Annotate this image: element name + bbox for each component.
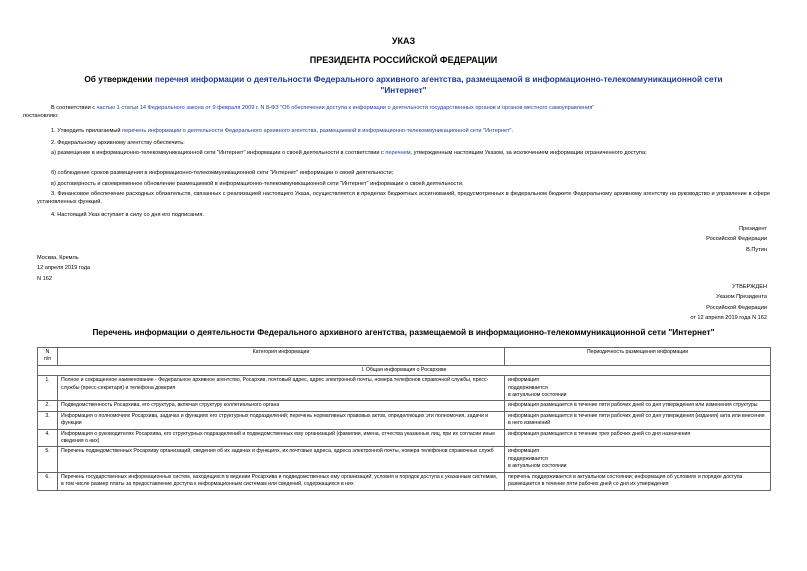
table-row: [38, 429, 771, 447]
row-period: информация поддерживается в актуальном состоянии: [505, 447, 771, 472]
header-num-2: п/п: [43, 356, 52, 363]
header-category: Категория информации: [58, 348, 505, 366]
section-row: [38, 365, 771, 375]
row-period: информация поддерживается в актуальном состоянии: [505, 376, 771, 401]
approval-line-2: Указом Президента: [716, 294, 767, 301]
p2a-suffix: , утвержденным настоящим Указом, за исключением информации ограниченного доступа;: [410, 150, 647, 156]
signature-line-3: В.Путин: [746, 246, 767, 253]
row-category: Подведомственность Росархива, его структура, включая структуру коллегиального органа: [58, 401, 505, 411]
row-num: 3.: [38, 411, 58, 429]
paragraph-2b: б) соблюдение сроков размещения в информационно-телекоммуникационной сети "Интернет" информации о своей деятельности;: [51, 170, 394, 176]
decree-subject: [40, 74, 767, 96]
place-number: N 162: [37, 275, 52, 282]
list-link[interactable]: перечень информации о деятельности Федерального архивного агентства, размещаемой в информационно-телекоммуникационной сети "Интернет": [122, 128, 512, 134]
place-date: 12 апреля 2019 года: [37, 265, 91, 272]
approval-block: [690, 283, 767, 323]
place-city: Москва, Кремль: [37, 255, 79, 261]
paragraph-2: 2. Федеральному архивному агентству обеспечить:: [51, 140, 185, 146]
basis-prefix: В соответствии с: [51, 105, 97, 111]
basis-suffix: постановляю:: [23, 113, 59, 120]
row-num: 5.: [38, 447, 58, 472]
table-header-row: [38, 348, 771, 366]
table-row: [38, 376, 771, 401]
paragraph-1: [37, 127, 770, 135]
row-period: информация размещается в течение пяти рабочих дней со дня утверждения (издания) акта или внесения в него изменений: [505, 411, 771, 429]
row-category: Информация о полномочиях Росархива, задачах и функциях его структурных подразделений; перечень нормативных правовых актов, определяющих эти полномочия, задачи и функции: [58, 411, 505, 429]
approval-line-4: от 12 апреля 2019 года N 162: [690, 315, 767, 322]
table-row: [38, 411, 771, 429]
row-period: перечень поддерживается в актуальном состоянии; информация об условиях и порядке доступа размещается в течение пяти рабочих дней со дня их утверждения: [505, 472, 771, 490]
row-num: 2.: [38, 401, 58, 411]
row-period: информация размещается в течение пяти рабочих дней со дня утверждения или изменения структуры: [505, 401, 771, 411]
paragraph-2a: [37, 149, 770, 157]
table-row: [38, 401, 771, 411]
section-title: I. Общая информация о Росархиве: [38, 365, 771, 375]
approval-line-1: УТВЕРЖДЕН: [732, 284, 767, 290]
list-title: Перечень информации о деятельности Федерального архивного агентства, размещаемой в информационно-телекоммуникационной сети "Интернет": [92, 327, 715, 337]
decree-issuer: ПРЕЗИДЕНТА РОССИЙСКОЙ ФЕДЕРАЦИИ: [309, 55, 498, 65]
table-row: [38, 447, 771, 472]
place-date-block: [37, 254, 90, 283]
law-link[interactable]: частью 1 статьи 14 Федерального закона от 9 февраля 2009 г. N 8-ФЗ "Об обеспечении доступа к информации о деятельности государственных органов и органов местного самоуправления": [96, 105, 595, 111]
row-category: Перечень государственных информационных систем, находящихся в ведении Росархива и подведомственных ему организаций; условия и порядок доступа к указанным системам, в том числе размер платы за предоставление доступа к информационным системам или сведений, содержащихся в них: [58, 472, 505, 490]
paragraph-3: 3. Финансовое обеспечение расходных обязательств, связанных с реализацией настоящего Указа, осуществляется в пределах бюджетных ассигнований, предусмотренных в федеральном бюджете Федеральному архивному агентству на руководство и управление в сфере установленных функций.: [37, 191, 770, 206]
paragraph-basis: [23, 104, 770, 121]
header-period: Периодичность размещения информации: [505, 348, 771, 366]
decree-title: УКАЗ: [391, 36, 416, 46]
row-num: 6.: [38, 472, 58, 490]
row-num: 1.: [38, 376, 58, 401]
row-category: Полное и сокращенное наименование - Федеральное архивное агентство, Росархив, почтовый адрес, адрес электронной почты, номера телефонов справочной службы, пресс-службы (пресс-секретаря) и телефона доверия: [58, 376, 505, 401]
subject-prefix: Об утверждении: [84, 74, 155, 84]
table-row: [38, 472, 771, 490]
p2a-prefix: а) размещение в информационно-телекоммуникационной сети "Интернет" информации о своей деятельности в соответствии с: [51, 150, 386, 156]
row-num: 4.: [38, 429, 58, 447]
signature-line-2: Российской Федерации: [706, 236, 767, 243]
subject-link[interactable]: перечня информации о деятельности Федерального архивного агентства, размещаемой в информационно-телекоммуникационной сети: [154, 74, 723, 84]
p1-prefix: 1. Утвердить прилагаемый: [51, 128, 123, 134]
info-table: [37, 347, 771, 491]
row-category: Информация о руководителях Росархива, его структурных подразделений и подведомственных ему организаций (фамилии, имена, отчества указанных лиц, при их согласии иные сведения о них): [58, 429, 505, 447]
signature-line-1: Президент: [739, 226, 767, 232]
p1-suffix: .: [511, 128, 514, 134]
header-num: [38, 348, 58, 366]
signature-block: [706, 225, 767, 254]
paragraph-2c: в) достоверность и своевременное обновление размещаемой в информационно-телекоммуникационной сети "Интернет" информации о своей деятельности.: [51, 181, 464, 187]
approval-line-3: Российской Федерации: [706, 304, 767, 311]
row-category: Перечень подведомственных Росархиву организаций, сведения об их задачах и функциях, их почтовые адреса, адреса электронной почты, номера телефонов справочных служб: [58, 447, 505, 472]
paragraph-4: 4. Настоящий Указ вступает в силу со дня его подписания.: [51, 212, 204, 218]
perechen-link[interactable]: перечнем: [385, 150, 411, 156]
header-num-1: N: [45, 349, 50, 355]
subject-link-internet[interactable]: "Интернет": [380, 85, 427, 95]
row-period: информация размещается в течение трех рабочих дней со дня назначения: [505, 429, 771, 447]
